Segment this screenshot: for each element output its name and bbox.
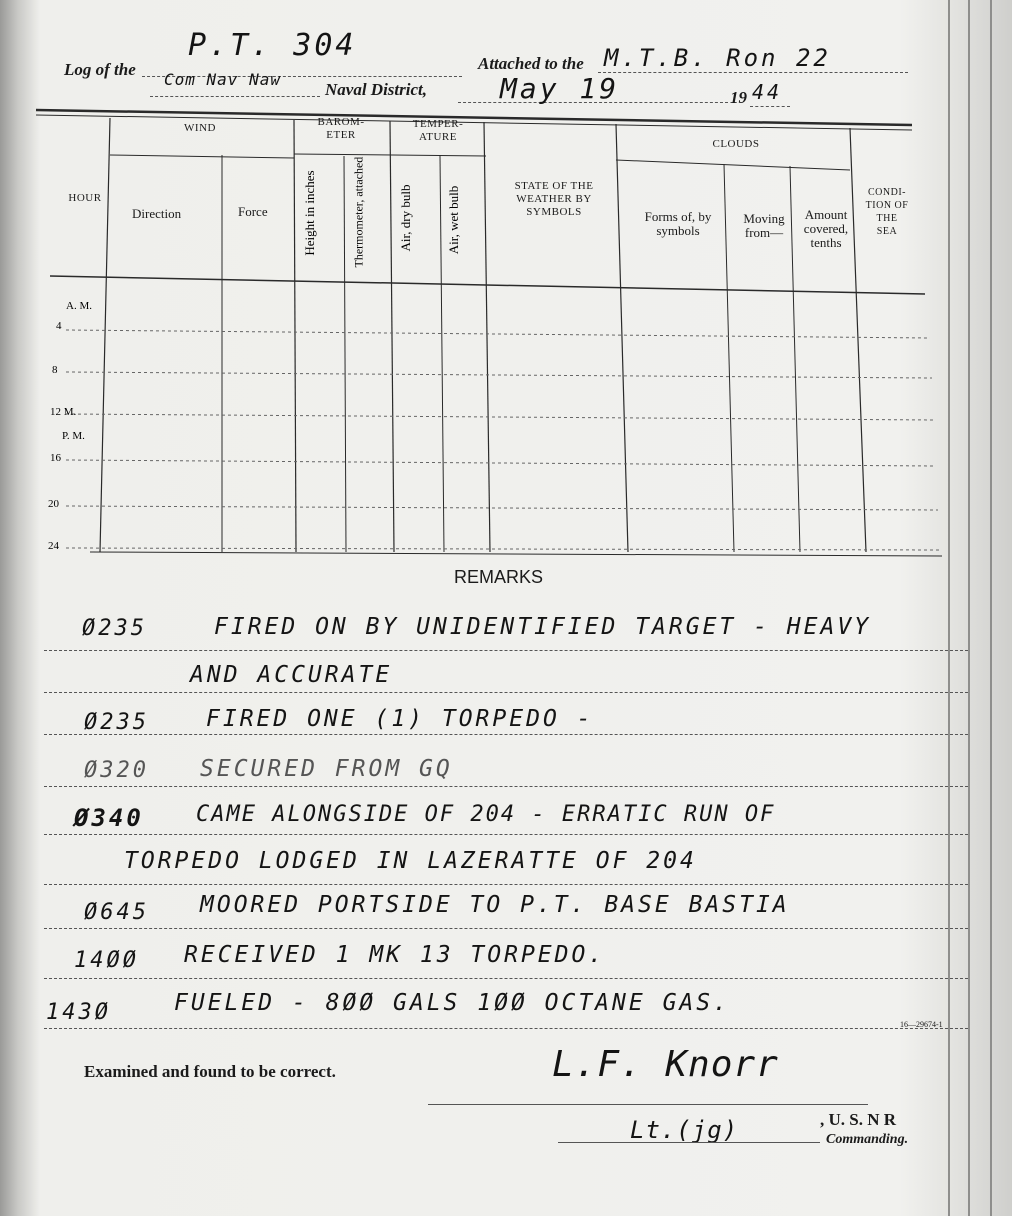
force-header: Force	[238, 204, 268, 219]
remark-time: Ø340	[74, 804, 144, 832]
remark-text: AND ACCURATE	[190, 662, 393, 688]
hour-header: HOUR	[68, 192, 102, 204]
remarks-line	[44, 834, 968, 835]
hour-label: 8	[52, 364, 58, 376]
remark-text: SECURED FROM GQ	[200, 756, 453, 782]
remark-time: Ø235	[82, 616, 147, 641]
remarks-line	[44, 928, 968, 929]
district-name: Com Nav Naw	[164, 70, 281, 89]
examined-statement: Examined and found to be correct.	[84, 1062, 336, 1081]
year-prefix: 19	[730, 88, 747, 107]
rank-line	[558, 1142, 820, 1143]
remarks-line	[44, 734, 968, 735]
thermometer-header: Thermometer, attached	[351, 156, 366, 268]
cloud-amount-header: Amount covered, tenths	[803, 207, 849, 250]
usnr-label: , U. S. N R	[820, 1110, 897, 1129]
log-of-label: Log of the	[64, 60, 136, 79]
district-label: Naval District,	[325, 80, 427, 99]
hour-label: 12 M.	[50, 406, 77, 418]
remark-time: 143Ø	[46, 1000, 111, 1025]
year: 44	[752, 80, 783, 104]
state-of-weather-header: STATE OF THE WEATHER BY SYMBOLS	[514, 180, 594, 218]
cloud-forms-header: Forms of, by symbols	[644, 209, 712, 238]
attached-label: Attached to the	[478, 54, 584, 73]
remark-time: Ø235	[84, 710, 149, 735]
form-number: 16—29674-1	[900, 1020, 943, 1029]
remark-text: FUELED - 8ØØ GALS 1ØØ OCTANE GAS.	[174, 990, 730, 1016]
temperature-header: TEMPER- ATURE	[412, 118, 464, 143]
clouds-header: CLOUDS	[712, 138, 760, 150]
commander-rank: Lt.(jg)	[630, 1116, 739, 1144]
attached-unit: M.T.B. Ron 22	[604, 44, 831, 72]
remark-time: Ø320	[84, 758, 149, 783]
vessel-name: P.T. 304	[188, 28, 357, 63]
remarks-title: REMARKS	[454, 567, 544, 587]
signature-line	[428, 1104, 868, 1105]
remark-text: FIRED ONE (1) TORPEDO -	[206, 706, 594, 732]
remarks-line	[44, 650, 968, 651]
remark-text: RECEIVED 1 MK 13 TORPEDO.	[184, 942, 606, 968]
sea-condition-header: CONDI- TION OF THE SEA	[865, 187, 909, 237]
weather-table-grid	[0, 0, 1012, 580]
commander-signature: L.F. Knorr	[552, 1044, 779, 1085]
barometer-header: BAROM- ETER	[317, 116, 365, 141]
height-header: Height in inches	[302, 170, 317, 256]
remark-text: CAME ALONGSIDE OF 204 - ERRATIC RUN OF	[196, 802, 776, 827]
wet-bulb-header: Air, wet bulb	[446, 185, 461, 255]
remarks-line	[44, 1028, 968, 1029]
remarks-line	[44, 884, 968, 885]
hour-am-label: A. M.	[66, 300, 92, 312]
remark-time: Ø645	[84, 900, 149, 925]
hour-label: 16	[50, 452, 61, 464]
hour-label: 4	[56, 320, 62, 332]
commanding-label: Commanding.	[826, 1132, 909, 1147]
remarks-line	[44, 978, 968, 979]
direction-header: Direction	[132, 206, 182, 221]
hour-pm-label: P. M.	[62, 430, 85, 442]
wind-header: WIND	[184, 122, 216, 134]
date: May 19	[500, 72, 620, 105]
hour-label: 20	[48, 498, 59, 510]
remarks-line	[44, 692, 968, 693]
hour-label: 24	[48, 540, 59, 552]
remark-time: 14ØØ	[74, 948, 139, 973]
cloud-moving-header: Moving from—	[743, 211, 785, 240]
remarks-line	[44, 786, 968, 787]
remark-text: TORPEDO LODGED IN LAZERATTE OF 204	[124, 848, 697, 874]
remark-text: MOORED PORTSIDE TO P.T. BASE BASTIA	[200, 892, 790, 918]
dry-bulb-header: Air, dry bulb	[398, 184, 413, 252]
remark-text: FIRED ON BY UNIDENTIFIED TARGET - HEAVY	[214, 614, 872, 640]
